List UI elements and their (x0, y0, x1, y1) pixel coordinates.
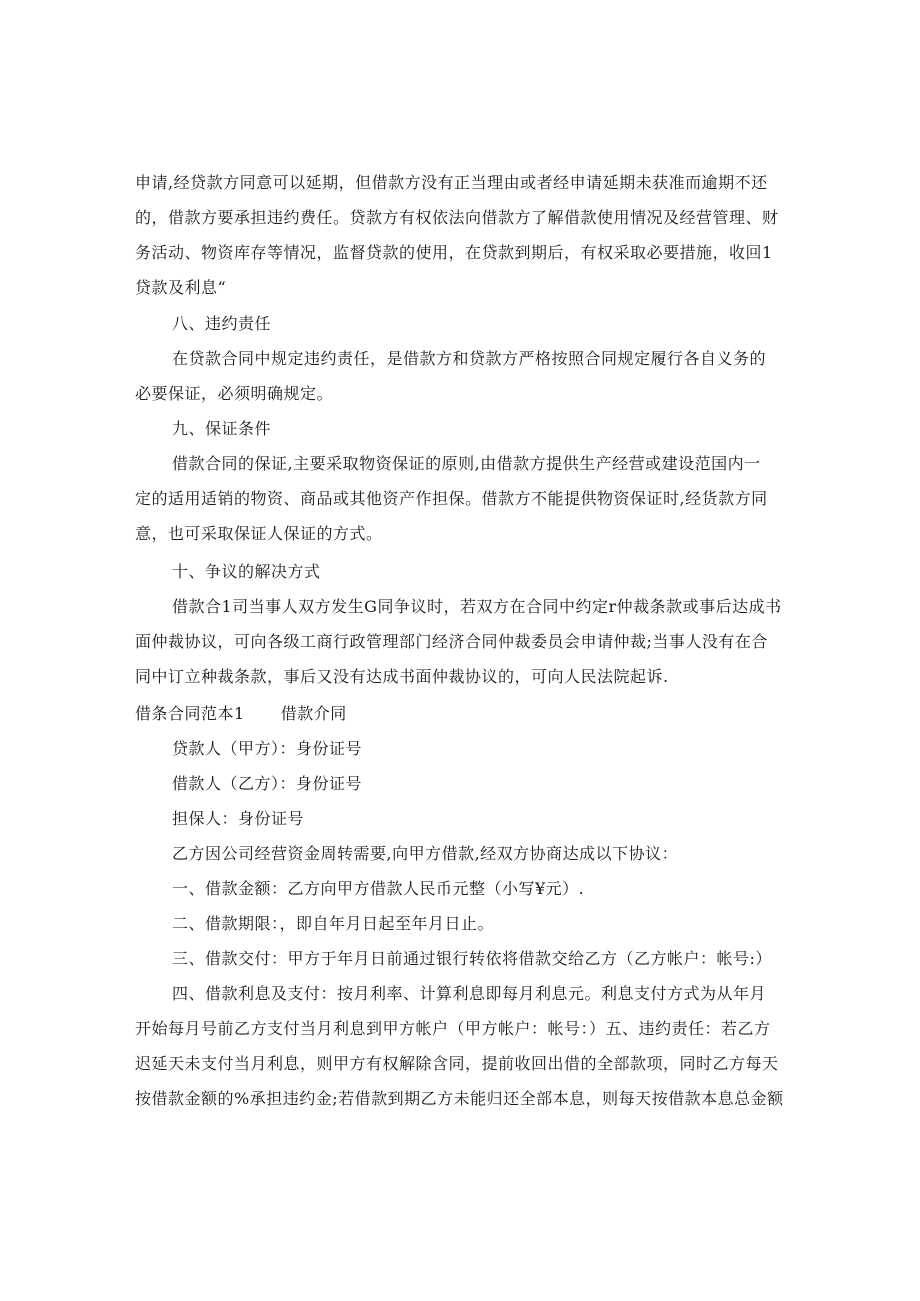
section-heading: 八、违约责任 (172, 314, 272, 333)
document-title: 借条合同范本1 (135, 704, 245, 723)
party-line: 借款人（乙方）：身份证号 (172, 774, 363, 793)
clause-line: 一、借款金额：乙方向甲方借款人民币元整（小写¥元）. (172, 879, 585, 898)
paragraph-line: 借款合1司当事人双方发生G同争议时，若双方在合同中约定r仲裁条款或事后达成书 (172, 597, 782, 616)
paragraph-line: 定的适用适销的物资、商品或其他资产作担保。借款方不能提供物资保证时,经货款方同 (135, 489, 768, 508)
document-title-line (135, 703, 347, 725)
paragraph-line: 申请,经贷款方同意可以延期，但借款方没有正当理由或者经申请延期未获准而逾期不还 (135, 173, 768, 192)
paragraph-line: 的，借款方要承担违约费任。贷款方有权依法向借款方了解借款使用情况及经营管理、财 (135, 208, 779, 227)
paragraph-line: 贷款及利息“ (135, 278, 227, 297)
clause-line: 按借款金额的%承担违约金;若借款到期乙方未能归还全部本息，则每天按借款本息总金额 (135, 1089, 784, 1108)
paragraph-line: 面仲裁协议，可向各级工商行政管理部门经济合同仲裁委员会申请仲裁;当事人没有在合 (135, 632, 768, 651)
clause-line: 三、借款交付：甲方于年月日前通过银行转依将借款交给乙方（乙方帐户：帐号:） (172, 949, 772, 968)
clause-line: 迟延天未支付当月利息，则甲方有权解除含同，提前收回出借的全部款项，同时乙方每天 (135, 1054, 779, 1073)
paragraph-line: 意，也可采取保证人保证的方式。 (135, 524, 383, 543)
paragraph-line: 借款合同的保证,主要采取物资保证的原则,由借款方提供生产经营或建设范国内一 (172, 454, 761, 473)
clause-line: 开始每月号前乙方支付当月利息到甲方帐户（甲方帐户：帐号：）五、违约责任：若乙方 (135, 1019, 771, 1038)
paragraph-line: 必要保证，必须明确规定。 (135, 384, 334, 403)
paragraph-line: 务活动、物资库存等情况，监督贷款的使用，在贷款到期后，有权采取必要措施，收回1 (135, 243, 773, 262)
paragraph-line: 乙方因公司经营资金周转需要,向甲方借款,经双方协商达成以下协议： (172, 844, 679, 863)
party-line: 担保人：身份证号 (172, 809, 305, 828)
party-line: 贷款人（甲方）：身份证号 (172, 739, 363, 758)
section-heading: 九、保证条件 (172, 419, 272, 438)
section-heading: 十、争议的解决方式 (172, 562, 321, 581)
clause-line: 二、借款期限：，即自年月日起至年月日止。 (172, 914, 495, 933)
clause-line: 四、借款利息及支付：按月利率、计算利息即每月利息元。利息支付方式为从年月 (172, 984, 767, 1003)
paragraph-line: 同中订立种裁条款，事后又没有达成书面仲裁协议的，可向人民法院起诉. (135, 667, 669, 686)
paragraph-line: 在贷款合同中规定违约责任，是借款方和贷款方严格按照合同规定履行各自义务的 (172, 349, 767, 368)
document-subtitle: 借款介同 (280, 704, 347, 723)
